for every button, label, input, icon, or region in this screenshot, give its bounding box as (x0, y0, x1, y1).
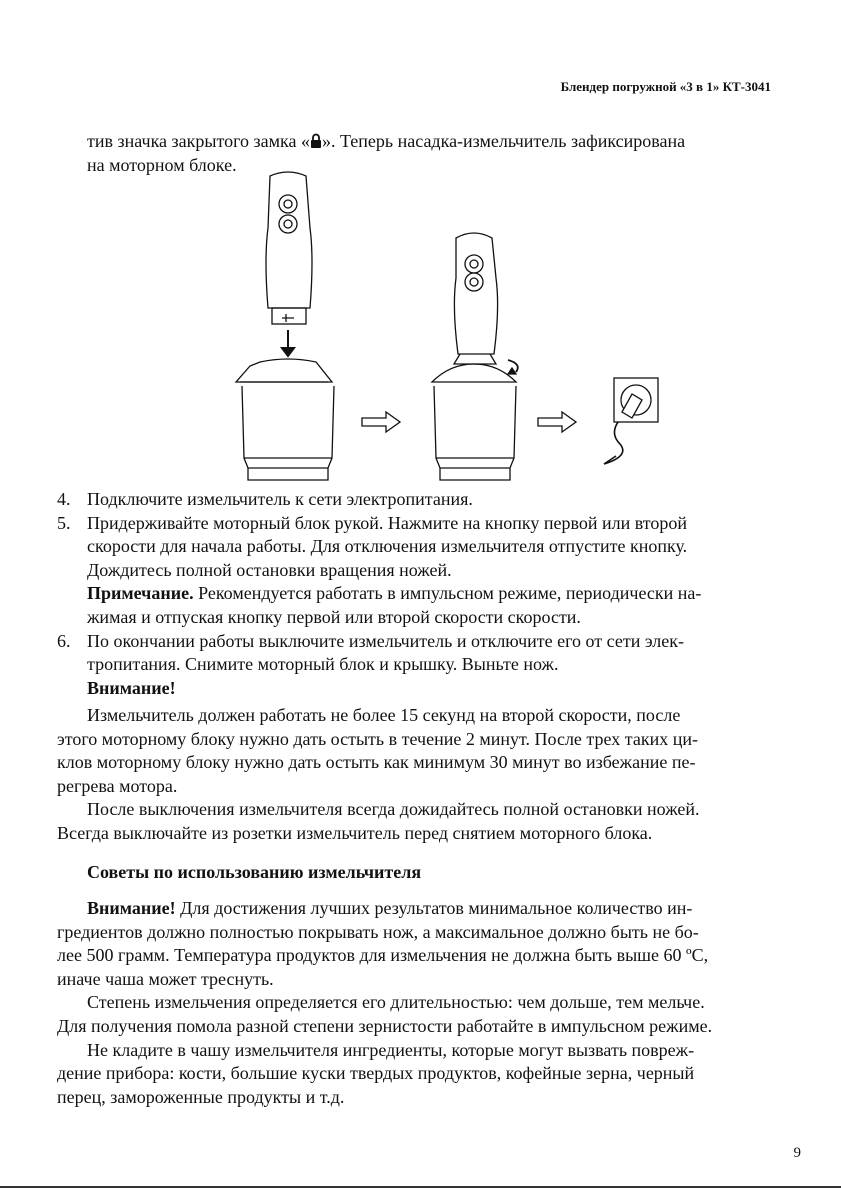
footer-divider (0, 1186, 841, 1188)
tips-heading: Советы по использованию измельчителя (87, 862, 422, 882)
running-header: Блендер погружной «3 в 1» КТ-3041 (560, 79, 771, 94)
warning-label: Внимание! (87, 677, 176, 698)
paragraph-line: лее 500 грамм. Температура продуктов для измельчения не должна быть выше 60 ºС, (57, 945, 709, 966)
tips-warning-label: Внимание! (87, 898, 176, 918)
right-arrow-1 (362, 412, 400, 432)
step-text: Дождитесь полной остановки вращения ножей. (87, 559, 452, 580)
intro-text-part-1: тив значка закрытого замка « (87, 131, 310, 151)
paragraph-line: клов моторному блоку нужно дать остыть как минимум 30 минут во избежание пе- (57, 752, 696, 773)
tips-warning-line (57, 897, 773, 921)
step-6 (57, 630, 777, 701)
tips-section (57, 897, 773, 1109)
step-number: 5. (57, 512, 71, 533)
step-5 (57, 512, 777, 630)
paragraph-line: Измельчитель должен работать не более 15 секунд на второй скорости, после (87, 705, 681, 725)
step-number: 6. (57, 630, 71, 651)
note-text: Рекомендуется работать в импульсном режиме, периодически на- (193, 583, 702, 604)
bowl-left (236, 359, 334, 480)
steps-list (57, 488, 777, 700)
assembled-blender (432, 233, 518, 480)
down-arrow (282, 330, 294, 356)
step-number: 4. (57, 489, 71, 509)
note-line (87, 582, 777, 606)
step-text: скорости для начала работы. Для отключения измельчителя отпустите кнопку. (87, 536, 688, 557)
paragraph-line: дение прибора: кости, большие куски твердых продуктов, кофейные зерна, черный (57, 1063, 695, 1084)
warning-paragraph (57, 704, 773, 846)
paragraph-line: После выключения измельчителя всегда дожидайтесь полной остановки ножей. (87, 799, 700, 820)
right-arrow-2 (538, 412, 576, 432)
paragraph-line: перец, замороженные продукты и т.д. (57, 1086, 345, 1107)
paragraph-line: этого моторному блоку нужно дать остыть в течение 2 минут. После трех таких ци- (57, 728, 698, 749)
motor-unit-left (266, 172, 312, 324)
paragraph-line: гредиентов должно полностью покрывать нож, а максимальное должно быть не бо- (57, 921, 699, 942)
paragraph-line: Всегда выключайте из розетки измельчитель перед снятием моторного блока. (57, 822, 653, 843)
step-4 (57, 488, 777, 512)
step-text: тропитания. Снимите моторный блок и крышку. Выньте нож. (87, 654, 559, 675)
page-number: 9 (793, 1145, 801, 1161)
assembly-illustration (220, 168, 690, 488)
paragraph-line: Степень измельчения определяется его длительностью: чем дольше, тем мельче. (87, 992, 705, 1013)
paragraph-line: иначе чаша может треснуть. (57, 968, 274, 989)
wall-socket-icon (604, 378, 658, 464)
paragraph-line: Для получения помола разной степени зернистости работайте в импульсном режиме. (57, 1015, 713, 1036)
lock-icon (310, 133, 322, 149)
paragraph-line: Не кладите в чашу измельчителя ингредиенты, которые могут вызвать повреж- (87, 1039, 695, 1060)
tips-warning-text: Для достижения лучших результатов минимальное количество ин- (175, 898, 693, 918)
intro-text-part-2: ». Теперь насадка-измельчитель зафиксирована (321, 131, 686, 151)
intro-text-line-2: на моторном блоке. (87, 154, 237, 175)
paragraph-line: регрева мотора. (57, 775, 178, 796)
note-label: Примечание. (87, 583, 194, 604)
step-text: По окончании работы выключите измельчитель и отключите его от сети элек- (87, 630, 684, 651)
step-text: Подключите измельчитель к сети электропитания. (87, 489, 473, 509)
note-text: жимая и отпуская кнопку первой или второй скорости скорости. (87, 606, 581, 627)
step-text: Придерживайте моторный блок рукой. Нажмите на кнопку первой или второй (87, 512, 688, 533)
